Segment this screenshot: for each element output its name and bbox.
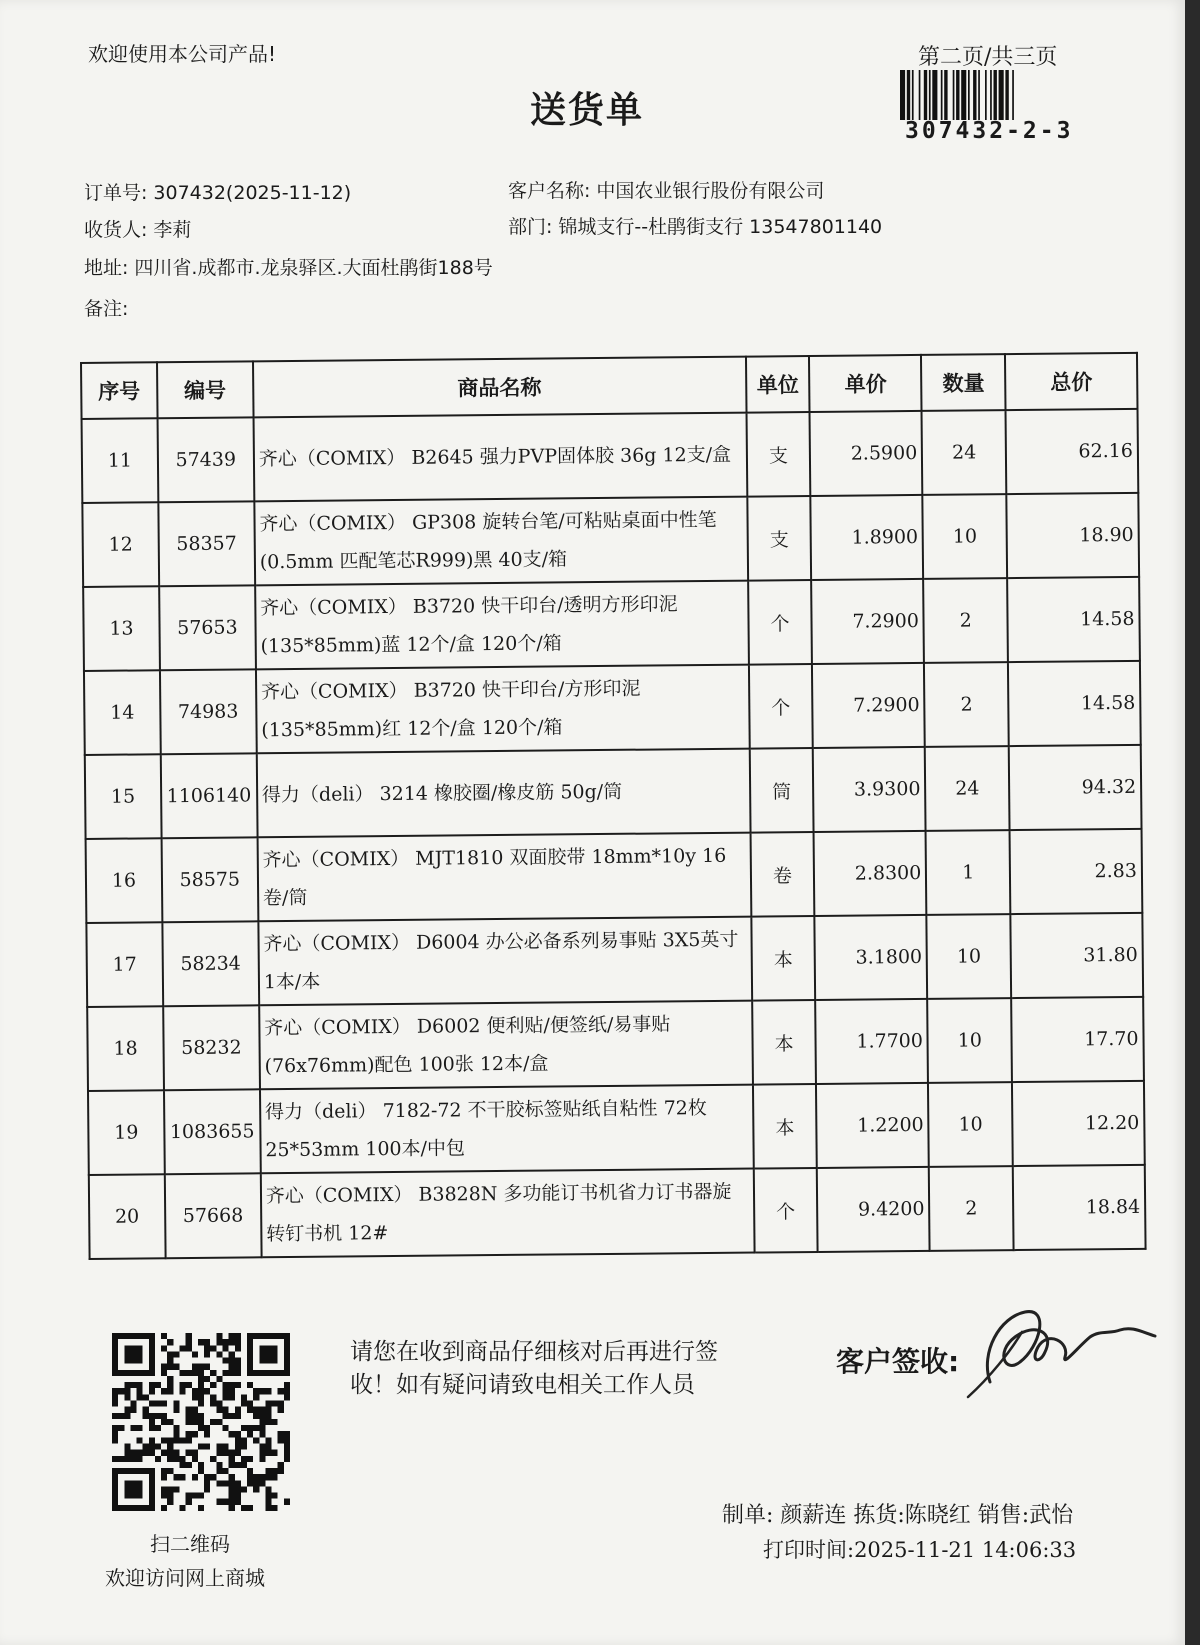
row-unit-price: 3.1800	[815, 915, 928, 1000]
row-seq: 13	[83, 586, 160, 671]
row-code: 58234	[162, 921, 259, 1006]
order-number-value: 307432(2025-11-12)	[153, 182, 352, 204]
table-row	[82, 409, 1139, 503]
row-total: 14.58	[1007, 577, 1140, 662]
row-code: 1083655	[164, 1089, 261, 1174]
department-row	[508, 212, 882, 239]
row-code: 58357	[158, 501, 255, 586]
row-product-name: 齐心（COMIX） B3720 快干印台/方形印泥(135*85mm)红 12个/盒 120个/箱	[256, 665, 750, 754]
remark-row	[84, 294, 134, 321]
handwritten-signature	[960, 1292, 1160, 1402]
header-unit-price: 单价	[809, 355, 921, 412]
address-value: 四川省.成都市.龙泉驿区.大面杜鹃街188号	[134, 257, 493, 279]
header-seq: 序号	[81, 362, 157, 419]
barcode-image	[900, 70, 1110, 120]
row-unit-price: 7.2900	[812, 579, 925, 664]
row-unit-price: 2.5900	[810, 411, 923, 496]
row-seq: 11	[82, 418, 159, 503]
row-unit: 个	[748, 580, 813, 665]
row-quantity: 10	[927, 914, 1012, 999]
row-unit: 个	[749, 664, 814, 749]
table-row	[88, 1081, 1145, 1175]
row-product-name: 得力（deli） 7182-72 不干胶标签贴纸自粘性 72枚 25*53mm 100本/中包	[260, 1085, 754, 1174]
row-total: 2.83	[1010, 829, 1143, 914]
row-product-name: 得力（deli） 3214 橡胶圈/橡皮筋 50g/筒	[257, 749, 751, 838]
customer-row	[508, 176, 824, 203]
row-seq: 19	[88, 1090, 165, 1175]
row-seq: 18	[87, 1006, 164, 1091]
row-total: 31.80	[1011, 913, 1144, 998]
staff-info: 制单: 颜薪连 拣货:陈晓红 销售:武怡	[722, 1503, 1074, 1528]
row-seq: 17	[86, 922, 163, 1007]
row-unit: 支	[746, 412, 811, 497]
row-product-name: 齐心（COMIX） D6004 办公必备系列易事贴 3X5英寸 1本/本	[258, 917, 752, 1006]
header-total: 总价	[1005, 353, 1137, 410]
row-total: 14.58	[1008, 661, 1141, 746]
row-code: 57439	[157, 417, 254, 502]
table-row	[86, 829, 1143, 923]
row-total: 18.84	[1013, 1165, 1146, 1250]
row-quantity: 2	[929, 1166, 1014, 1251]
table-row	[84, 661, 1141, 755]
row-unit-price: 3.9300	[813, 747, 926, 832]
row-code: 1106140	[161, 753, 258, 838]
order-number-label: 订单号:	[84, 182, 148, 204]
row-quantity: 10	[927, 998, 1012, 1083]
row-code: 58575	[161, 837, 258, 922]
row-total: 17.70	[1011, 997, 1144, 1082]
row-seq: 12	[82, 502, 159, 587]
row-quantity: 2	[923, 578, 1008, 663]
row-unit: 卷	[750, 832, 815, 917]
receiver-row	[84, 215, 191, 242]
row-seq: 15	[85, 754, 162, 839]
page-indicator: 第二页/共三页	[918, 45, 1058, 70]
print-time: 打印时间:2025-11-21 14:06:33	[763, 1538, 1077, 1562]
row-total: 12.20	[1012, 1081, 1145, 1166]
header-product-name: 商品名称	[253, 357, 746, 418]
qr-caption-scan: 扫二维码	[150, 1532, 230, 1556]
table-row	[87, 997, 1144, 1091]
qr-caption-visit: 欢迎访问网上商城	[105, 1566, 265, 1590]
remark-label: 备注:	[84, 298, 129, 320]
row-unit-price: 7.2900	[812, 663, 925, 748]
row-seq: 14	[84, 670, 161, 755]
table-row	[82, 493, 1139, 587]
row-product-name: 齐心（COMIX） D6002 便利贴/便签纸/易事贴(76x76mm)配色 100张 12本/盒	[259, 1001, 753, 1090]
row-quantity: 24	[925, 746, 1010, 831]
row-unit: 本	[753, 1084, 818, 1169]
header-quantity: 数量	[921, 354, 1005, 411]
row-total: 62.16	[1006, 409, 1139, 494]
table-row	[83, 577, 1140, 671]
order-number-row	[84, 178, 351, 205]
header-code: 编号	[157, 361, 254, 418]
verification-notice: 请您在收到商品仔细核对后再进行签收！如有疑问请致电相关工作人员	[350, 1339, 718, 1398]
welcome-text: 欢迎使用本公司产品!	[88, 42, 277, 66]
row-quantity: 10	[928, 1082, 1013, 1167]
row-quantity: 24	[922, 410, 1007, 495]
row-code: 74983	[160, 669, 257, 754]
department-label: 部门:	[508, 216, 553, 238]
row-unit-price: 1.7700	[816, 999, 929, 1084]
row-seq: 16	[86, 838, 163, 923]
row-unit: 筒	[749, 748, 814, 833]
receiver-label: 收货人:	[84, 219, 148, 241]
address-label: 地址:	[84, 257, 129, 279]
row-quantity: 2	[924, 662, 1009, 747]
row-quantity: 1	[926, 830, 1011, 915]
receiver-value: 李莉	[153, 219, 192, 241]
row-unit-price: 9.4200	[817, 1167, 930, 1252]
customer-signature-label: 客户签收:	[836, 1345, 960, 1378]
qr-code-image	[112, 1333, 290, 1511]
row-unit: 本	[751, 916, 816, 1001]
row-product-name: 齐心（COMIX） MJT1810 双面胶带 18mm*10y 16卷/筒	[257, 833, 751, 922]
row-code: 57668	[165, 1173, 262, 1258]
row-code: 58232	[163, 1005, 260, 1090]
row-product-name: 齐心（COMIX） GP308 旋转台笔/可粘贴桌面中性笔(0.5mm 匹配笔芯R999)黑 40支/箱	[254, 497, 748, 586]
table-header-row	[81, 353, 1137, 419]
row-unit: 本	[752, 1000, 817, 1085]
customer-label: 客户名称:	[508, 180, 591, 202]
row-seq: 20	[89, 1174, 166, 1259]
row-product-name: 齐心（COMIX） B3720 快干印台/透明方形印泥(135*85mm)蓝 12个/盒 120个/箱	[255, 581, 749, 670]
row-unit: 支	[747, 496, 812, 581]
row-unit-price: 2.8300	[814, 831, 927, 916]
table-row	[89, 1165, 1146, 1259]
items-table	[80, 352, 1147, 1260]
address-row	[84, 253, 493, 280]
document-title: 送货单	[530, 90, 645, 131]
table-row	[86, 913, 1143, 1007]
barcode-number: 307432-2-3	[905, 118, 1074, 144]
row-unit-price: 1.8900	[811, 495, 924, 580]
row-quantity: 10	[923, 494, 1008, 579]
customer-value: 中国农业银行股份有限公司	[596, 180, 825, 202]
row-product-name: 齐心（COMIX） B2645 强力PVP固体胶 36g 12支/盒	[253, 413, 747, 502]
department-value: 锦城支行--杜鹃街支行 13547801140	[558, 216, 883, 238]
row-total: 18.90	[1006, 493, 1139, 578]
table-row	[85, 745, 1142, 839]
row-unit-price: 1.2200	[816, 1083, 929, 1168]
row-unit: 个	[753, 1168, 818, 1253]
header-unit: 单位	[746, 356, 810, 413]
row-code: 57653	[159, 585, 256, 670]
row-total: 94.32	[1009, 745, 1142, 830]
row-product-name: 齐心（COMIX） B3828N 多功能订书机省力订书器旋转钉书机 12#	[261, 1169, 755, 1258]
